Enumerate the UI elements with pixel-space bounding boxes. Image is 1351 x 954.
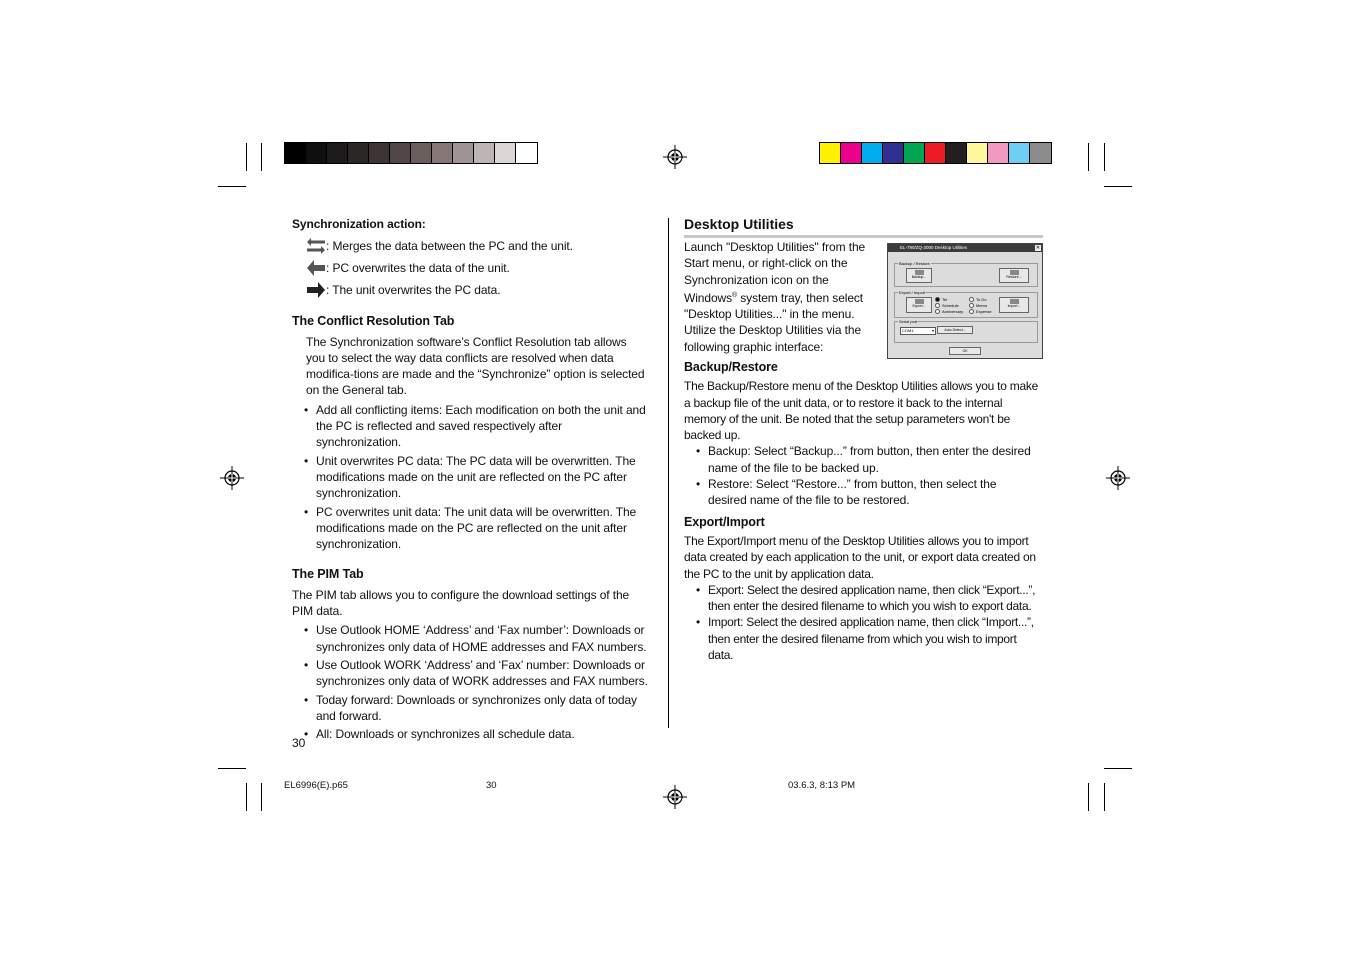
export-heading: Export/Import — [684, 514, 765, 529]
list-item: • Unit overwrites PC data: The PC data will be overwritten. The modifications made on the unit are reflected on the PC after synchronization. — [304, 453, 649, 502]
grayscale-bar — [284, 142, 538, 164]
list-item: • Add all conflicting items: Each modification on both the unit and the PC is reflected and saved respectively after synchronization. — [304, 402, 649, 451]
color-swatch — [988, 143, 1009, 163]
list-item: • PC overwrites unit data: The unit data will be overwritten. The modifications made on the PC are reflected on the unit after synchronization. — [304, 504, 649, 553]
footer-page: 30 — [486, 780, 497, 791]
backup-button[interactable]: Backup... — [906, 268, 932, 283]
sync-item-text: : PC overwrites the data of the unit. — [326, 261, 510, 276]
ok-button[interactable]: OK — [949, 347, 981, 355]
backup-heading: Backup/Restore — [684, 360, 778, 374]
color-bar — [819, 142, 1052, 164]
left-column — [292, 216, 657, 744]
color-swatch — [390, 143, 411, 163]
chevron-down-icon: ▾ — [931, 328, 934, 333]
color-swatch — [453, 143, 474, 163]
color-swatch — [841, 143, 862, 163]
registration-target-icon — [1106, 466, 1130, 490]
serial-port-select[interactable]: COM1 ▾ — [902, 328, 934, 333]
color-swatch — [1009, 143, 1030, 163]
restore-button[interactable]: Restore... — [999, 268, 1029, 283]
radio-memo[interactable]: Memo — [969, 303, 987, 308]
left-arrow-icon — [306, 259, 326, 277]
color-swatch — [369, 143, 390, 163]
color-swatch — [946, 143, 967, 163]
footer-timestamp: 03.6.3, 8:13 PM — [788, 780, 856, 791]
page-number: 30 — [292, 736, 306, 750]
import-button[interactable]: Import... — [999, 297, 1029, 313]
list-item: • Export: Select the desired application name, then click “Export...”, then enter the desired filename to which you wish to export data. — [696, 582, 1044, 615]
radio-expense[interactable]: Expense — [969, 309, 992, 314]
export-import-group: Export / Import Export... Tel Schedule Anniversary To Do Memo Expense Import... — [894, 292, 1038, 318]
color-swatch — [411, 143, 432, 163]
sync-heading: Synchronization action: — [292, 217, 426, 231]
export-paragraph: The Export/Import menu of the Desktop Utilities allows you to import data created by each application to the unit, or export data created on the PC to the unit by application data. — [684, 533, 1036, 581]
color-swatch — [285, 143, 306, 163]
right-arrow-icon — [306, 281, 326, 299]
color-swatch — [348, 143, 369, 163]
color-swatch — [820, 143, 841, 163]
color-swatch — [862, 143, 883, 163]
radio-schedule[interactable]: Schedule — [935, 303, 959, 308]
export-button[interactable]: Export... — [906, 297, 932, 313]
backup-bullets — [696, 443, 1036, 508]
auto-detect-button[interactable]: Auto Detect... — [937, 326, 973, 334]
sync-item-text: : The unit overwrites the PC data. — [326, 283, 501, 298]
sync-item-pc-overwrites — [306, 259, 657, 277]
sync-item-text: : Merges the data between the PC and the unit. — [326, 239, 573, 254]
list-item: • Use Outlook HOME ‘Address’ and ‘Fax number’: Downloads or synchronizes only data of HOME addresses and FAX numbers. — [304, 622, 654, 655]
pim-bullets — [304, 622, 654, 742]
conflict-paragraph: The Synchronization software’s Conflict Resolution tab allows you to select the way data conflicts are resolved when data modifica-tions are made and the “Synchronize” option is selected on the General tab. — [306, 334, 645, 398]
column-divider — [668, 218, 669, 728]
color-swatch — [1030, 143, 1051, 163]
two-way-arrows-icon — [306, 237, 326, 255]
color-swatch — [904, 143, 925, 163]
registered-mark: ® — [731, 291, 738, 299]
right-body — [684, 359, 1046, 663]
page-title: Desktop Utilities — [684, 216, 794, 232]
sync-item-merge — [306, 237, 657, 255]
radio-tel[interactable]: Tel — [935, 297, 947, 302]
color-swatch — [925, 143, 946, 163]
footer-filename: EL6996(E).p65 — [284, 780, 348, 791]
color-swatch — [474, 143, 495, 163]
intro-paragraph: Launch "Desktop Utilities" from the Start menu, or right-click on the Synchronization icon on the Windows® system tray, then select "Desktop Utilities..." in the menu. Utilize the Desktop Utilities via the following graphic interface: — [684, 240, 866, 354]
color-swatch — [327, 143, 348, 163]
radio-todo[interactable]: To Do — [969, 297, 986, 302]
serial-port-group: Serial port COM1 ▾ Auto Detect... — [894, 321, 1038, 343]
registration-target-icon — [663, 785, 687, 809]
color-swatch — [516, 143, 537, 163]
list-item: • Use Outlook WORK ‘Address’ and ‘Fax’ number: Downloads or synchronizes only data of WORK addresses and FAX numbers. — [304, 657, 654, 690]
list-item: • All: Downloads or synchronizes all schedule data. — [304, 726, 654, 742]
color-swatch — [432, 143, 453, 163]
backup-restore-group: Backup / Restore Backup... Restore... — [894, 263, 1038, 287]
radio-anniversary[interactable]: Anniversary — [935, 309, 963, 314]
dialog-titlebar — [888, 244, 1042, 252]
conflict-heading: The Conflict Resolution Tab — [292, 314, 455, 329]
color-swatch — [883, 143, 904, 163]
section-title — [684, 216, 1043, 238]
sync-item-unit-overwrites — [306, 281, 657, 299]
registration-target-icon — [663, 145, 687, 169]
desktop-utilities-dialog — [887, 243, 1043, 359]
list-item: • Today forward: Downloads or synchronizes only data of today and forward. — [304, 692, 654, 725]
export-bullets — [696, 582, 1044, 663]
list-item: • Import: Select the desired application name, then click “Import...”, then enter the desired filename from which you wish to import data. — [696, 614, 1044, 663]
color-swatch — [495, 143, 516, 163]
pim-heading: The PIM Tab — [292, 567, 364, 582]
close-icon[interactable]: ✕ — [1035, 245, 1041, 251]
color-swatch — [967, 143, 988, 163]
color-swatch — [306, 143, 327, 163]
conflict-bullets — [304, 402, 649, 553]
pim-paragraph: The PIM tab allows you to configure the download settings of the PIM data. — [292, 587, 630, 619]
registration-target-icon — [220, 466, 244, 490]
backup-paragraph: The Backup/Restore menu of the Desktop Utilities allows you to make a backup file of the unit data, or to restore it back to the internal memory of the unit. Be noted that the setup parameters won't be backed up. — [684, 379, 1039, 443]
dialog-title: EL-790/ZQ-2000 Desktop Utilities — [900, 245, 968, 250]
list-item: • Backup: Select “Backup...” from button, then enter the desired name of the file to be backed up. — [696, 443, 1036, 476]
list-item: • Restore: Select “Restore...” from button, then select the desired name of the file to be restored. — [696, 476, 1036, 509]
